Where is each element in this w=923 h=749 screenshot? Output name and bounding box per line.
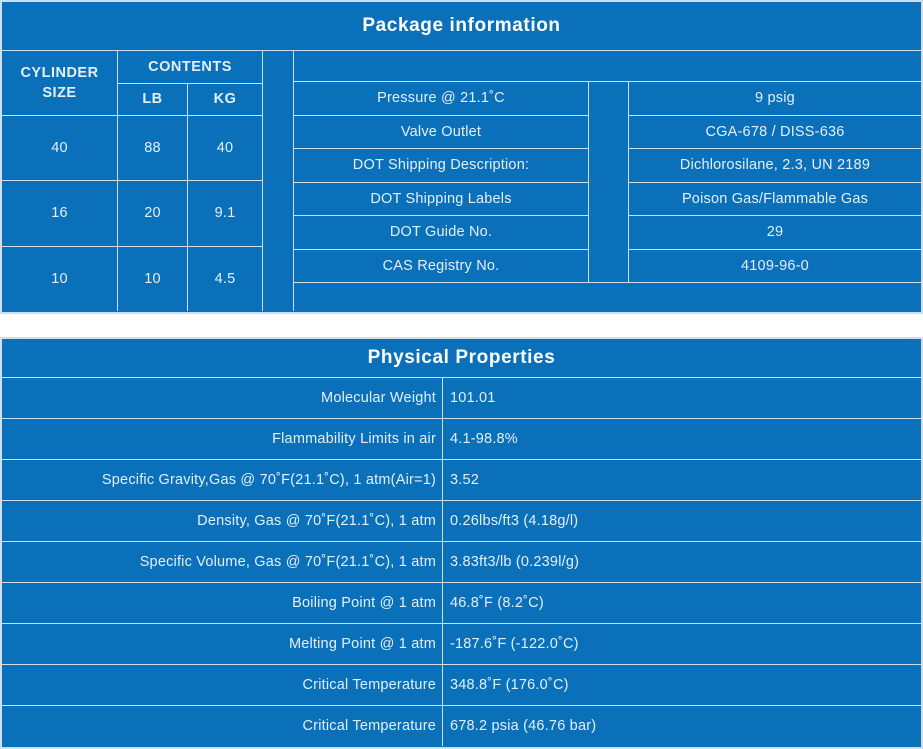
- detail-label: CAS Registry No.: [294, 250, 588, 283]
- cylinder-size-header: CYLINDER SIZE: [2, 51, 117, 115]
- property-value: 3.52: [443, 460, 921, 500]
- property-value: 0.26lbs/ft3 (4.18g/l): [443, 501, 921, 541]
- details-spacer-column: [589, 82, 628, 282]
- physical-properties-table: [0, 337, 923, 749]
- property-value: 4.1-98.8%: [443, 419, 921, 459]
- property-label: Melting Point @ 1 atm: [2, 624, 442, 664]
- property-label: Critical Temperature: [2, 665, 442, 705]
- spacer-column: [262, 51, 294, 311]
- detail-value: 4109-96-0: [629, 250, 921, 283]
- property-label: Molecular Weight: [2, 378, 442, 418]
- property-label: Specific Volume, Gas @ 70˚F(21.1˚C), 1 atm: [2, 542, 442, 582]
- property-label: Density, Gas @ 70˚F(21.1˚C), 1 atm: [2, 501, 442, 541]
- property-value: 101.01: [443, 378, 921, 418]
- physical-properties-body: [2, 378, 921, 746]
- detail-value: Poison Gas/Flammable Gas: [629, 183, 921, 216]
- kg-value: 40: [188, 116, 262, 180]
- package-information-table: [0, 0, 923, 314]
- package-details-table: [294, 51, 921, 311]
- lb-value: 10: [118, 247, 187, 311]
- detail-label: Valve Outlet: [294, 116, 588, 149]
- kg-header: KG: [188, 84, 262, 115]
- property-label: Boiling Point @ 1 atm: [2, 583, 442, 623]
- lb-value: 88: [118, 116, 187, 180]
- property-value: 3.83ft3/lb (0.239l/g): [443, 542, 921, 582]
- kg-value: 9.1: [188, 181, 262, 245]
- detail-label: DOT Shipping Description:: [294, 149, 588, 182]
- cylinder-size-value: 10: [2, 247, 117, 311]
- package-information-body: [2, 51, 921, 311]
- property-value: 348.8˚F (176.0˚C): [443, 665, 921, 705]
- details-empty-bottom-cell: [294, 283, 921, 311]
- details-empty-top-cell: [294, 51, 921, 81]
- lb-value: 20: [118, 181, 187, 245]
- lb-header: LB: [118, 84, 187, 115]
- property-value: -187.6˚F (-122.0˚C): [443, 624, 921, 664]
- detail-label: DOT Guide No.: [294, 216, 588, 249]
- property-label: Critical Temperature: [2, 706, 442, 746]
- detail-label: Pressure @ 21.1˚C: [294, 82, 588, 115]
- property-label: Flammability Limits in air: [2, 419, 442, 459]
- property-value: 46.8˚F (8.2˚C): [443, 583, 921, 623]
- property-label: Specific Gravity,Gas @ 70˚F(21.1˚C), 1 atm(Air=1): [2, 460, 442, 500]
- property-value: 678.2 psia (46.76 bar): [443, 706, 921, 746]
- package-information-title: Package information: [2, 2, 921, 51]
- detail-value: Dichlorosilane, 2.3, UN 2189: [629, 149, 921, 182]
- table-gap: [0, 314, 923, 337]
- detail-value: CGA-678 / DISS-636: [629, 116, 921, 149]
- cylinder-size-value: 16: [2, 181, 117, 245]
- detail-value: 9 psig: [629, 82, 921, 115]
- kg-value: 4.5: [188, 247, 262, 311]
- contents-header: CONTENTS: [118, 51, 262, 83]
- cylinder-contents-table: [2, 51, 262, 311]
- detail-value: 29: [629, 216, 921, 249]
- physical-properties-title: Physical Properties: [2, 339, 921, 378]
- cylinder-size-value: 40: [2, 116, 117, 180]
- detail-label: DOT Shipping Labels: [294, 183, 588, 216]
